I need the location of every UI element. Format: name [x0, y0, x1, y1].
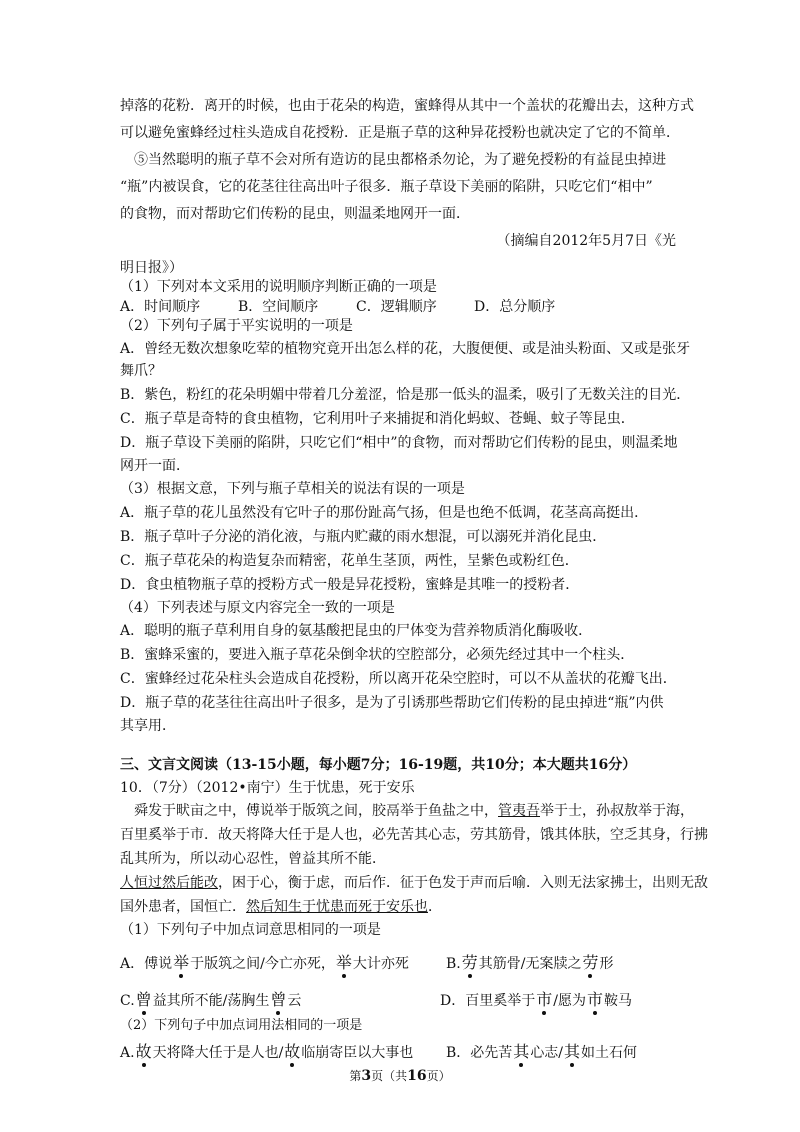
option-c: C．蜜蜂经过花朵柱头会造成自花授粉，所以离开花朵空腔时，可以不从盖状的花瓣飞出． — [120, 671, 677, 687]
text-segment: D．百里奚举于 — [440, 993, 536, 1009]
underlined-text: 然后知生于忧患而死于安乐也 — [246, 899, 428, 915]
page-number: 3 — [361, 1068, 372, 1084]
text-segment: 如土石何 — [581, 1045, 638, 1061]
text-segment: 心志/ — [530, 1045, 564, 1061]
option-a — [120, 953, 409, 974]
question-title: 10．（7分）（2012•南宁）生于忧患，死于安乐 — [120, 780, 415, 796]
question-stem: （3）根据文意，下列与瓶子草相关的说法有误的一项是 — [120, 481, 465, 497]
text-segment: 其筋骨/无案牍之 — [478, 956, 582, 972]
dotted-char: 举 — [173, 953, 190, 972]
classical-text-line — [134, 801, 694, 821]
text-segment: 舜发于畎亩之中，傅说举于版筑之间，胶鬲举于鱼盐之中， — [134, 803, 498, 819]
text-segment: 鞍马 — [603, 993, 632, 1009]
section-heading: 三、文言文阅读（13-15小题，每小题7分；16-19题，共10分；本大题共16分） — [120, 757, 637, 773]
dotted-char: 曾 — [135, 990, 152, 1009]
underlined-text: 管夷吾 — [498, 803, 540, 819]
passage-line: 的食物，而对帮助它们传粉的昆虫，则温柔地网开一面． — [120, 206, 470, 222]
text-segment: 举于士，孙叔敖举于海， — [540, 803, 694, 819]
classical-text-line: 乱其所为，所以动心忍性，曾益其所不能． — [120, 851, 386, 867]
dotted-char: 曾 — [270, 990, 287, 1009]
passage-line: 可以避免蜜蜂经过柱头造成自花授粉．正是瓶子草的这种异花授粉也就决定了它的不简单． — [120, 125, 680, 141]
dotted-char: 劳 — [582, 953, 599, 972]
question-stem: （1）下列对本文采用的说明顺序判断正确的一项是 — [120, 279, 437, 295]
text-segment: 天将降大任于是人也/ — [152, 1045, 284, 1061]
dotted-char: 市 — [586, 990, 603, 1009]
question-options — [120, 297, 555, 317]
text-segment: 于版筑之间/今亡亦死， — [190, 956, 335, 972]
option-d — [440, 990, 632, 1011]
text-segment: 临崩寄臣以大事也 — [301, 1045, 414, 1061]
option-d: D．食虫植物瓶子草的授粉方式一般是异花授粉，蜜蜂是其唯一的授粉者． — [120, 577, 580, 593]
option-c: C．逻辑顺序 — [356, 299, 437, 315]
underlined-text: 人恒过然后能改 — [120, 875, 218, 891]
question-stem: （1）下列句子中加点词意思相同的一项是 — [120, 922, 381, 938]
passage-line: “瓶”内被误食，它的花茎往往高出叶子很多．瓶子草设下美丽的陷阱，只吃它们“相中” — [120, 179, 653, 195]
text-segment: 形 — [599, 956, 614, 972]
text-segment: ． — [428, 899, 442, 915]
dotted-char: 劳 — [461, 953, 478, 972]
dotted-char: 市 — [536, 990, 553, 1009]
text-segment: C. — [120, 993, 135, 1009]
option-b — [446, 1042, 637, 1063]
option-c: C．瓶子草是奇特的食虫植物，它利用叶子来捕捉和消化蚂蚁、苍蝇、蚊子等昆虫． — [120, 411, 635, 427]
text-segment: A．傅说 — [120, 956, 173, 972]
option-c: C．瓶子草花朵的构造复杂而精密，花单生茎顶，两性，呈紫色或粉红色． — [120, 553, 579, 569]
option-a — [120, 1042, 413, 1063]
question-stem: （4）下列表述与原文内容完全一致的一项是 — [120, 600, 395, 616]
text-segment: 大计亦死 — [352, 956, 409, 972]
option-d-cont: 其享用． — [120, 718, 176, 734]
page-total: 16 — [407, 1068, 427, 1084]
text-segment: B. — [446, 956, 461, 972]
option-a: A．时间顺序 — [120, 299, 201, 315]
page-footer — [0, 1068, 800, 1084]
option-a: A．聪明的瓶子草利用自身的氨基酸把昆虫的尸体变为营养物质消化酶吸收． — [120, 623, 593, 639]
dotted-char: 故 — [284, 1042, 301, 1061]
option-a-cont: 舞爪？ — [120, 363, 162, 379]
option-b: B．紫色，粉红的花朵明媚中带着几分羞涩，恰是那一低头的温柔，吸引了无数关注的目光． — [120, 387, 691, 403]
footer-text: 页） — [426, 1069, 451, 1083]
footer-text: 第 — [349, 1069, 362, 1083]
text-segment: A. — [120, 1045, 135, 1061]
text-segment: 益其所不能/荡胸生 — [152, 993, 270, 1009]
footer-text: 页（共 — [371, 1069, 408, 1083]
dotted-char: 其 — [564, 1042, 581, 1061]
passage-line: ⑤当然聪明的瓶子草不会对所有造访的昆虫都格杀勿论，为了避免授粉的有益昆虫掉进 — [134, 152, 666, 168]
dotted-char: 其 — [513, 1042, 530, 1061]
option-b: B．空间顺序 — [238, 299, 319, 315]
option-d: D．瓶子草设下美丽的陷阱，只吃它们“相中”的食物，而对帮助它们传粉的昆虫，则温柔地 — [120, 435, 678, 451]
dotted-char: 举 — [335, 953, 352, 972]
question-stem: （2）下列句子中加点词用法相同的一项是 — [120, 1018, 363, 1033]
passage-line: 掉落的花粉．离开的时候，也由于花朵的构造，蜜蜂得从其中一个盖状的花瓣出去，这种方式 — [120, 98, 694, 114]
option-d: D．瓶子草的花茎往往高出叶子很多，是为了引诱那些帮助它们传粉的昆虫掉进“瓶”内供 — [120, 695, 664, 711]
option-a: A．曾经无数次想象吃荤的植物究竟开出怎么样的花，大腹便便、或是油头粉面、又或是张牙 — [120, 341, 691, 357]
text-segment: /愿为 — [553, 993, 586, 1009]
option-d-cont: 网开一面． — [120, 458, 190, 474]
dotted-char: 故 — [135, 1042, 152, 1061]
source-citation: （摘编自2012年5月7日《光 — [496, 233, 676, 249]
source-citation: 明日报》） — [120, 260, 183, 276]
text-segment: B．必先苦 — [446, 1045, 513, 1061]
question-stem: （2）下列句子属于平实说明的一项是 — [120, 318, 353, 334]
option-b: B．瓶子草叶子分泌的消化液，与瓶内贮藏的雨水想混，可以溺死并消化昆虫． — [120, 529, 607, 545]
text-segment: 云 — [287, 993, 302, 1009]
text-segment: 国外患者，国恒亡． — [120, 899, 246, 915]
option-c — [120, 990, 301, 1011]
option-b — [446, 953, 614, 974]
option-a: A．瓶子草的花儿虽然没有它叶子的那份趾高气扬，但是也绝不低调，花茎高高挺出． — [120, 505, 649, 521]
classical-text-line: 百里奚举于市．故天将降大任于是人也，必先苦其心志，劳其筋骨，饿其体肤，空乏其身，行拂 — [120, 827, 708, 843]
classical-text-line — [120, 873, 708, 893]
classical-text-line — [120, 897, 442, 917]
option-b: B．蜜蜂采蜜的，要进入瓶子草花朵倒伞状的空腔部分，必须先经过其中一个柱头． — [120, 647, 635, 663]
text-segment: ，困于心，衡于虑，而后作．征于色发于声而后喻．入则无法家拂士，出则无敌 — [218, 875, 708, 891]
option-d: D．总分顺序 — [474, 299, 556, 315]
